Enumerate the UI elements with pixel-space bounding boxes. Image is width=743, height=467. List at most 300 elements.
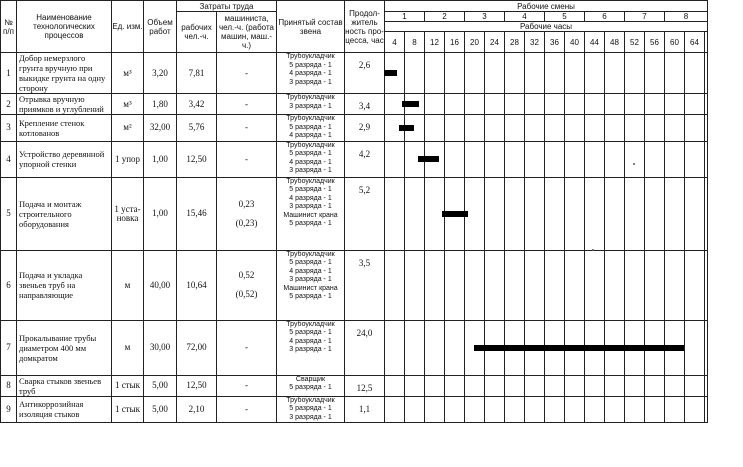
gantt-pad [705, 375, 708, 396]
gantt-cell [645, 94, 665, 115]
gantt-cell [605, 141, 625, 177]
table-row [1, 396, 708, 423]
gantt-cell [685, 320, 705, 375]
row-number: 2 [1, 94, 17, 115]
header-workers: рабочих чел.-ч. [177, 12, 217, 53]
gantt-cell [445, 115, 465, 142]
process-name: Отрывка вручную приямков и углублений [17, 94, 112, 115]
gantt-cell [685, 177, 705, 250]
gantt-cell [485, 115, 505, 142]
gantt-bar [399, 125, 414, 131]
speck [633, 163, 635, 165]
gantt-pad [705, 94, 708, 115]
hour-label-20: 20 [465, 32, 485, 53]
process-name: Крепление стенок котлованов [17, 115, 112, 142]
gantt-cell [525, 141, 545, 177]
team-line: Трубоукладчик [286, 320, 335, 328]
gantt-cell [405, 177, 425, 250]
gantt-pad [705, 320, 708, 375]
hour-label-40: 40 [565, 32, 585, 53]
machinist-value: - [245, 153, 248, 164]
team-line: 4 разряда - 1 [289, 132, 332, 139]
machinist-hours [217, 375, 277, 396]
row-number: 5 [1, 177, 17, 250]
machinist-value: 0,23 [238, 198, 255, 209]
team-line: 3 разряда - 1 [289, 203, 332, 210]
hour-label-52: 52 [625, 32, 645, 53]
team-line: 5 разряда - 1 [289, 186, 332, 193]
gantt-cell [665, 177, 685, 250]
machinist-value: - [245, 380, 248, 390]
gantt-cell [485, 250, 505, 320]
workers-hours: 15,46 [177, 177, 217, 250]
team-composition [277, 94, 345, 115]
shift-number-5: 5 [545, 12, 585, 22]
gantt-cell [605, 115, 625, 142]
gantt-cell [625, 141, 645, 177]
duration: 5,2 [345, 177, 385, 250]
gantt-cell [565, 53, 585, 94]
gantt-cell [465, 94, 485, 115]
gantt-cell [685, 250, 705, 320]
gantt-cell [645, 177, 665, 250]
gantt-pad [705, 115, 708, 142]
duration: 12,5 [345, 375, 385, 396]
gantt-cell [545, 396, 565, 423]
team-line: Трубоукладчик [286, 177, 335, 185]
hour-label-8: 8 [405, 32, 425, 53]
machinist-value: - [245, 67, 248, 78]
gantt-cell [505, 250, 525, 320]
gantt-cell [445, 320, 465, 375]
team-line: 3 разряда - 1 [289, 276, 332, 283]
gantt-cell [525, 177, 545, 250]
duration: 2,6 [345, 53, 385, 94]
gantt-cell [405, 53, 425, 94]
gantt-pad [705, 250, 708, 320]
unit: 1 уста-новка [112, 177, 144, 250]
header-hours: Рабочие часы [385, 22, 708, 32]
gantt-cell [645, 53, 665, 94]
gantt-cell [525, 396, 545, 423]
machinist-value: 0,52 [238, 270, 255, 280]
gantt-cell [445, 53, 465, 94]
shift-number-8: 8 [665, 12, 708, 22]
team-line: 3 разряда - 1 [289, 413, 332, 421]
gantt-cell [565, 141, 585, 177]
gantt-cell [465, 53, 485, 94]
team-composition [277, 250, 345, 320]
machinist-value: - [245, 403, 248, 414]
gantt-cell [425, 94, 445, 115]
gantt-cell [605, 250, 625, 320]
gantt-cell [445, 141, 465, 177]
process-name: Подача и монтаж строительного оборудования [17, 177, 112, 250]
hour-label-48: 48 [605, 32, 625, 53]
machinist-hours [217, 141, 277, 177]
gantt-cell [605, 177, 625, 250]
gantt-cell [505, 375, 525, 396]
hour-label-56: 56 [645, 32, 665, 53]
gantt-cell [565, 177, 585, 250]
gantt-cell [445, 375, 465, 396]
workers-hours: 10,64 [177, 250, 217, 320]
volume: 32,00 [144, 115, 177, 142]
team-line: 3 разряда - 1 [289, 78, 332, 86]
hour-label-36: 36 [545, 32, 565, 53]
hour-label-28: 28 [505, 32, 525, 53]
gantt-cell [665, 396, 685, 423]
shift-number-1: 1 [385, 12, 425, 22]
machinist-value: - [245, 122, 248, 133]
table-row [1, 94, 708, 115]
gantt-cell [605, 94, 625, 115]
gantt-cell [665, 53, 685, 94]
gantt-cell [685, 115, 705, 142]
gantt-cell [565, 115, 585, 142]
gantt-cell [485, 375, 505, 396]
table-row [1, 375, 708, 396]
table-row [1, 115, 708, 142]
gantt-cell [645, 115, 665, 142]
header-team: Принятый состав звена [277, 1, 345, 53]
volume: 30,00 [144, 320, 177, 375]
gantt-cell [425, 320, 445, 375]
gantt-cell [505, 141, 525, 177]
gantt-cell [465, 250, 485, 320]
hour-label-44: 44 [585, 32, 605, 53]
gantt-cell [425, 115, 445, 142]
team-line: Сварщик [295, 375, 326, 383]
workers-hours: 3,42 [177, 94, 217, 115]
machinist-hours [217, 115, 277, 142]
gantt-cell [665, 94, 685, 115]
duration: 3,4 [345, 94, 385, 115]
team-line: Машинист крана [283, 284, 338, 292]
process-name: Добор немерзлого грунта вручную при выкидке грунта на одну сторону [17, 53, 112, 94]
gantt-cell [645, 375, 665, 396]
team-line: 5 разряда - 1 [289, 220, 332, 227]
gantt-cell [665, 115, 685, 142]
machinist-hours [217, 396, 277, 423]
team-line: 4 разряда - 1 [289, 158, 332, 166]
gantt-cell [425, 53, 445, 94]
volume: 1,00 [144, 177, 177, 250]
team-line: Трубоукладчик [286, 94, 335, 101]
duration: 24,0 [345, 320, 385, 375]
gantt-cell [385, 396, 405, 423]
row-number: 3 [1, 115, 17, 142]
gantt-cell [505, 53, 525, 94]
team-line: Трубоукладчик [286, 396, 335, 404]
unit: 1 стык [112, 396, 144, 423]
hour-label-32: 32 [525, 32, 545, 53]
gantt-cell [385, 141, 405, 177]
header-machinist: машиниста, чел.-ч. (работа машин, маш.-ч.) [217, 12, 277, 53]
hour-pad [705, 32, 708, 53]
gantt-cell [465, 396, 485, 423]
gantt-cell [505, 177, 525, 250]
gantt-cell [425, 375, 445, 396]
gantt-cell [585, 141, 605, 177]
team-line: 4 разряда - 1 [289, 70, 332, 77]
header-name: Наименование технологических процессов [17, 1, 112, 53]
hour-label-12: 12 [425, 32, 445, 53]
row-number: 6 [1, 250, 17, 320]
volume: 5,00 [144, 396, 177, 423]
gantt-cell [685, 141, 705, 177]
duration: 1,1 [345, 396, 385, 423]
row-number: 7 [1, 320, 17, 375]
gantt-cell [525, 375, 545, 396]
gantt-cell [445, 250, 465, 320]
gantt-cell [525, 115, 545, 142]
unit: м [112, 320, 144, 375]
gantt-cell [445, 396, 465, 423]
gantt-cell [385, 320, 405, 375]
team-line: 5 разряда - 1 [289, 384, 332, 391]
shift-number-2: 2 [425, 12, 465, 22]
gantt-cell [585, 53, 605, 94]
shift-number-7: 7 [625, 12, 665, 22]
volume: 3,20 [144, 53, 177, 94]
volume: 1,80 [144, 94, 177, 115]
gantt-bar [418, 156, 439, 162]
workers-hours: 5,76 [177, 115, 217, 142]
team-line: Трубоукладчик [286, 141, 335, 149]
gantt-bar [442, 211, 468, 217]
gantt-cell [465, 115, 485, 142]
workers-hours: 7,81 [177, 53, 217, 94]
table-row [1, 177, 708, 250]
workers-hours: 12,50 [177, 375, 217, 396]
team-line: 5 разряда - 1 [289, 405, 332, 412]
gantt-cell [545, 141, 565, 177]
team-line: 5 разряда - 1 [289, 123, 332, 131]
gantt-pad [705, 396, 708, 423]
gantt-cell [585, 94, 605, 115]
gantt-bar [384, 70, 397, 76]
team-composition [277, 53, 345, 94]
row-number: 1 [1, 53, 17, 94]
shift-number-6: 6 [585, 12, 625, 22]
shift-number-3: 3 [465, 12, 505, 22]
gantt-cell [405, 320, 425, 375]
gantt-cell [585, 177, 605, 250]
gantt-cell [605, 53, 625, 94]
gantt-cell [605, 396, 625, 423]
machine-hours-value: (0,23) [235, 217, 258, 228]
gantt-cell [565, 375, 585, 396]
team-line: 4 разряда - 1 [289, 267, 332, 275]
team-line: Трубоукладчик [286, 115, 335, 122]
hour-label-24: 24 [485, 32, 505, 53]
header-volume: Объем работ [144, 1, 177, 53]
unit: 1 стык [112, 375, 144, 396]
table-row [1, 53, 708, 94]
header-duration: Продол-житель ность про-цесса, час [345, 1, 385, 53]
hour-label-64: 64 [685, 32, 705, 53]
gantt-pad [705, 177, 708, 250]
gantt-cell [585, 250, 605, 320]
machinist-value: - [245, 98, 248, 109]
gantt-cell [665, 141, 685, 177]
gantt-cell [545, 94, 565, 115]
gantt-cell [665, 250, 685, 320]
hour-label-60: 60 [665, 32, 685, 53]
gantt-cell [465, 141, 485, 177]
gantt-cell [565, 94, 585, 115]
gantt-cell [645, 396, 665, 423]
gantt-cell [385, 250, 405, 320]
gantt-cell [625, 94, 645, 115]
gantt-cell [505, 115, 525, 142]
gantt-cell [625, 177, 645, 250]
workers-hours: 2,10 [177, 396, 217, 423]
header-unit: Ед. изм. [112, 1, 144, 53]
row-number: 8 [1, 375, 17, 396]
machinist-hours [217, 177, 277, 250]
process-name: Устройство деревянной упорной стенки [17, 141, 112, 177]
gantt-cell [685, 53, 705, 94]
gantt-cell [425, 250, 445, 320]
gantt-cell [545, 177, 565, 250]
unit: м³ [112, 94, 144, 115]
gantt-cell [625, 375, 645, 396]
gantt-cell [665, 375, 685, 396]
process-name: Антикоррозийная изоляция стыков [17, 396, 112, 423]
gantt-cell [385, 375, 405, 396]
machinist-hours [217, 320, 277, 375]
team-line: Трубоукладчик [286, 53, 335, 60]
header-no: № п/п [1, 1, 17, 53]
team-composition [277, 396, 345, 423]
hour-label-4: 4 [385, 32, 405, 53]
team-line: 3 разряда - 1 [289, 346, 332, 353]
duration: 4,2 [345, 141, 385, 177]
gantt-cell [485, 177, 505, 250]
gantt-cell [525, 94, 545, 115]
unit: м² [112, 115, 144, 142]
process-name: Подача и укладка звеньев труб на направляющие [17, 250, 112, 320]
team-line: 5 разряда - 1 [289, 150, 332, 157]
gantt-cell [405, 396, 425, 423]
gantt-cell [485, 396, 505, 423]
team-composition [277, 141, 345, 177]
gantt-cell [485, 94, 505, 115]
process-name: Сварка стыков звеньев труб [17, 375, 112, 396]
gantt-cell [645, 250, 665, 320]
gantt-cell [645, 141, 665, 177]
team-composition [277, 177, 345, 250]
row-number: 9 [1, 396, 17, 423]
hour-label-16: 16 [445, 32, 465, 53]
team-line: Машинист крана [283, 211, 338, 219]
row-number: 4 [1, 141, 17, 177]
gantt-cell [405, 250, 425, 320]
gantt-cell [565, 396, 585, 423]
gantt-cell [525, 53, 545, 94]
gantt-cell [685, 396, 705, 423]
gantt-cell [525, 250, 545, 320]
gantt-cell [545, 375, 565, 396]
gantt-cell [385, 177, 405, 250]
gantt-pad [705, 53, 708, 94]
team-composition [277, 375, 345, 396]
gantt-cell [405, 375, 425, 396]
gantt-cell [445, 94, 465, 115]
unit: 1 упор [112, 141, 144, 177]
gantt-cell [585, 396, 605, 423]
gantt-bar [474, 345, 684, 351]
gantt-cell [585, 375, 605, 396]
machinist-hours [217, 53, 277, 94]
volume: 5,00 [144, 375, 177, 396]
unit: м [112, 250, 144, 320]
gantt-cell [625, 53, 645, 94]
team-line: 4 разряда - 1 [289, 337, 332, 345]
gantt-cell [465, 375, 485, 396]
shift-number-4: 4 [505, 12, 545, 22]
gantt-cell [625, 396, 645, 423]
gantt-cell [545, 115, 565, 142]
team-line: Трубоукладчик [286, 250, 335, 258]
team-line: 5 разряда - 1 [289, 259, 332, 266]
speck [592, 249, 594, 251]
gantt-cell [505, 396, 525, 423]
team-composition [277, 115, 345, 142]
machinist-hours [217, 250, 277, 320]
team-composition [277, 320, 345, 375]
gantt-cell [545, 53, 565, 94]
workers-hours: 72,00 [177, 320, 217, 375]
duration: 3,5 [345, 250, 385, 320]
table-row [1, 141, 708, 177]
volume: 40,00 [144, 250, 177, 320]
gantt-cell [425, 396, 445, 423]
team-line: 4 разряда - 1 [289, 194, 332, 202]
team-line: 3 разряда - 1 [289, 102, 332, 110]
gantt-bar [402, 101, 419, 107]
team-line: 3 разряда - 1 [289, 167, 332, 174]
gantt-cell [485, 141, 505, 177]
workers-hours: 12,50 [177, 141, 217, 177]
machine-hours-value: (0,52) [235, 289, 258, 299]
gantt-pad [705, 141, 708, 177]
gantt-cell [485, 53, 505, 94]
team-line: 5 разряда - 1 [289, 61, 332, 69]
duration: 2,9 [345, 115, 385, 142]
gantt-cell [685, 375, 705, 396]
team-line: 5 разряда - 1 [289, 293, 332, 300]
gantt-cell [505, 94, 525, 115]
gantt-cell [625, 115, 645, 142]
gantt-cell [605, 375, 625, 396]
header-labor: Затраты труда [177, 1, 277, 12]
process-name: Прокалывание трубы диаметром 400 мм домкратом [17, 320, 112, 375]
gantt-cell [545, 250, 565, 320]
team-line: 5 разряда - 1 [289, 329, 332, 336]
machinist-hours [217, 94, 277, 115]
gantt-cell [565, 250, 585, 320]
header-shifts: Рабочие смены [385, 1, 708, 12]
gantt-cell [685, 94, 705, 115]
table-row [1, 250, 708, 320]
gantt-cell [625, 250, 645, 320]
unit: м³ [112, 53, 144, 94]
machinist-value: - [245, 342, 248, 352]
volume: 1,00 [144, 141, 177, 177]
